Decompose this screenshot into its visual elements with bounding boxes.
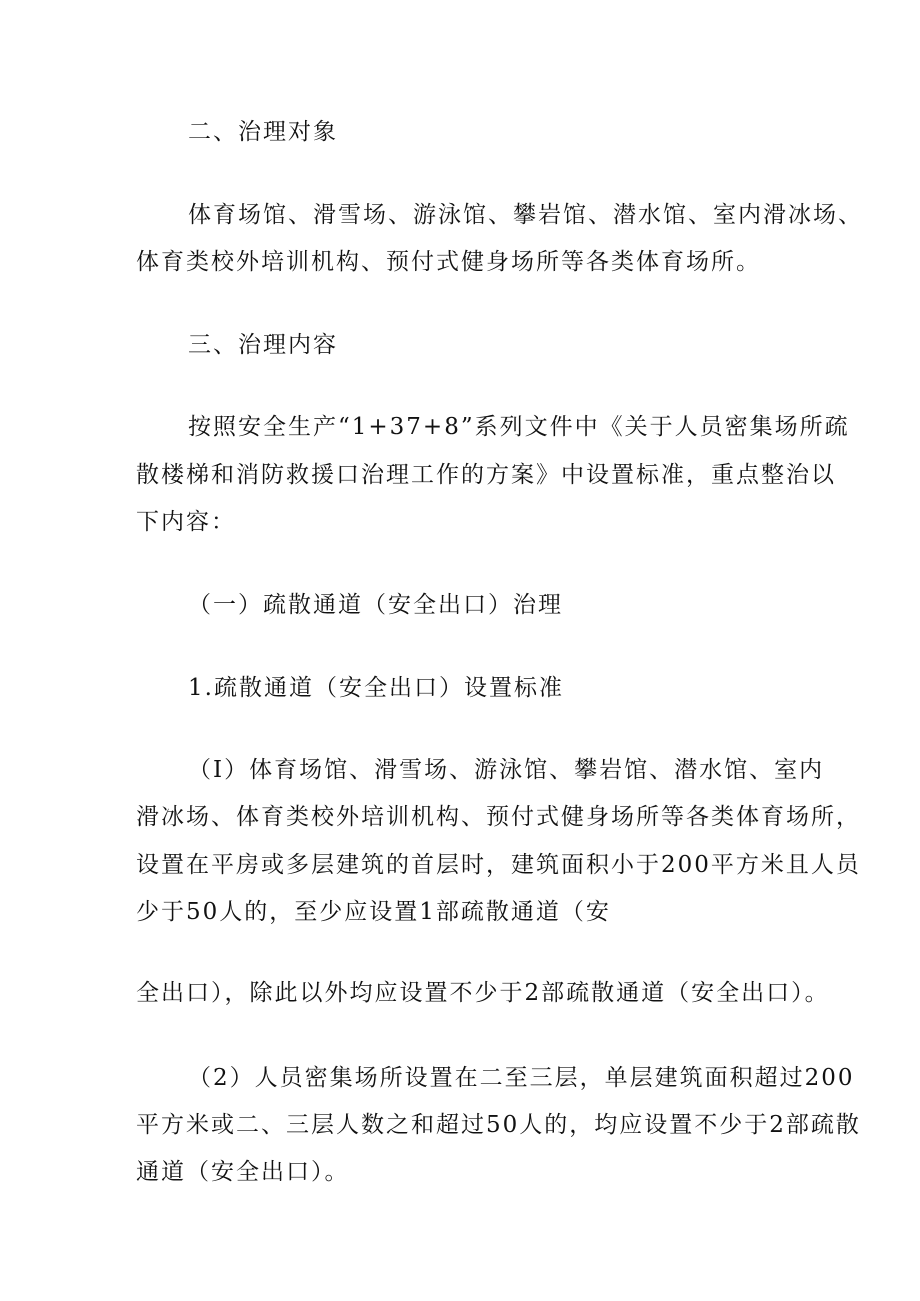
paragraph-line: 通道（安全出口）。: [136, 1159, 350, 1185]
paragraph-line: （2）人员密集场所设置在二至三层，单层建筑面积超过200: [188, 1065, 855, 1091]
paragraph-line: 少于50人的，至少应设置1部疏散通道（安: [136, 899, 611, 925]
paragraph-line: 体育类校外培训机构、预付式健身场所等各类体育场所。: [136, 249, 761, 275]
paragraph-line: 平方米或二、三层人数之和超过50人的，均应设置不少于2部疏散: [136, 1112, 861, 1138]
paragraph-line: 体育场馆、滑雪场、游泳馆、攀岩馆、潜水馆、室内滑冰场、: [188, 202, 863, 228]
subsection-heading: （一）疏散通道（安全出口）治理: [188, 592, 563, 618]
paragraph-line: 按照安全生产“1+37+8”系列文件中《关于人员密集场所疏: [188, 414, 850, 440]
paragraph-line: 下内容：: [136, 509, 236, 535]
item-heading: 1.疏散通道（安全出口）设置标准: [188, 675, 564, 701]
section-heading-2: 二、治理对象: [188, 119, 338, 145]
section-heading-3: 三、治理内容: [188, 332, 338, 358]
paragraph-line: 滑冰场、体育类校外培训机构、预付式健身场所等各类体育场所，: [136, 804, 861, 830]
paragraph-line: 全出口），除此以外均应设置不少于2部疏散通道（安全出口）。: [136, 980, 830, 1006]
paragraph-line: 散楼梯和消防救援口治理工作的方案》中设置标准，重点整治以: [136, 462, 836, 488]
paragraph-line: 设置在平房或多层建筑的首层时，建筑面积小于200平方米且人员: [136, 852, 861, 878]
paragraph-line: （I）体育场馆、滑雪场、游泳馆、攀岩馆、潜水馆、室内: [188, 757, 825, 783]
